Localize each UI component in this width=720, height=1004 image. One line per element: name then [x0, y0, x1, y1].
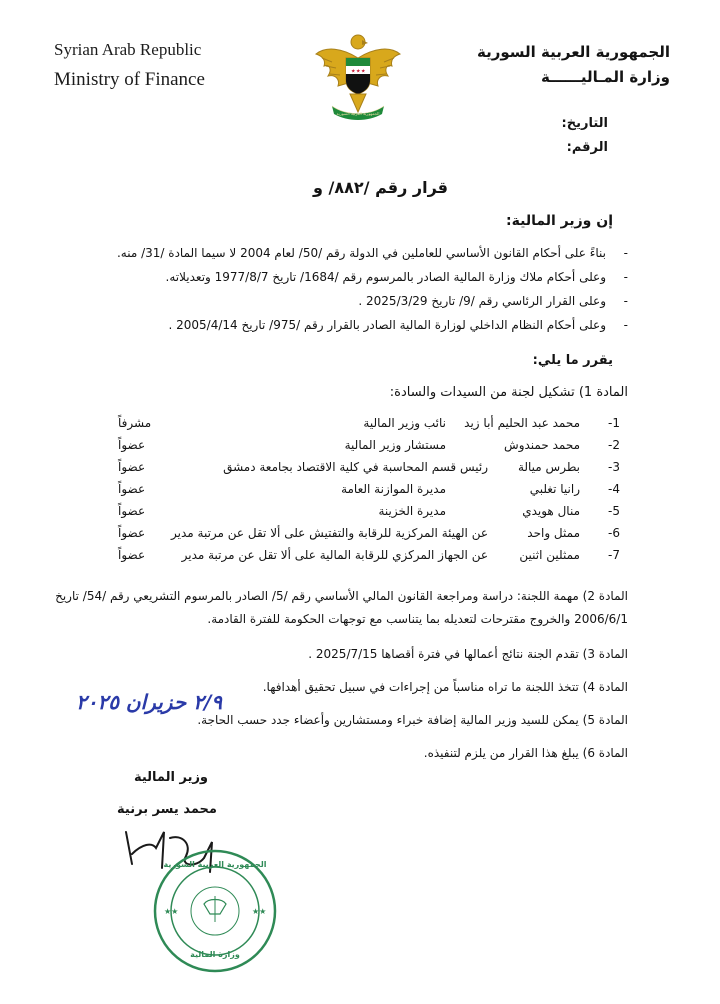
member-row [100, 460, 620, 482]
article6: المادة 6) يبلغ هذا القرار من يلزم لتنفيذه. [423, 746, 628, 760]
svg-text:★★: ★★ [252, 907, 267, 916]
header-ar-country: الجمهورية العربية السورية [477, 43, 670, 61]
signature-name: محمد يسر برنية [117, 802, 217, 817]
member-position: مديرة الخزينة [378, 504, 446, 518]
svg-text:★: ★ [361, 68, 366, 75]
member-role: مشرفاً [118, 416, 152, 430]
member-name: منال هويدي [522, 504, 580, 518]
member-number: 3- [608, 460, 620, 474]
header-ar-ministry: وزارة المـاليــــــة [540, 68, 670, 86]
member-name: رانيا تغلبي [529, 482, 580, 496]
header-en-ministry: Ministry of Finance [54, 69, 205, 90]
member-role: عضواً [118, 504, 146, 518]
article2-line2: 2006/6/1 والخروج مقترحات لتعديله بما يتناسب مع توجهات الحكومة للفترة القادمة. [207, 612, 628, 626]
member-name: ممثلين اثنين [519, 548, 580, 562]
article5: المادة 5) يمكن للسيد وزير المالية إضافة خبراء ومستشارين وأعضاء جدد حسب الحاجة. [197, 713, 628, 727]
svg-text:★★: ★★ [164, 907, 179, 916]
svg-text:★: ★ [356, 68, 361, 75]
svg-text:★: ★ [351, 68, 356, 75]
member-row [100, 504, 620, 526]
stamp-top-text: الجمهورية العربية السورية [163, 860, 267, 869]
intro-line: إن وزير المالية: [506, 213, 613, 229]
member-row [100, 416, 620, 438]
number-label: الرقم: [566, 140, 608, 155]
member-position: مستشار وزير المالية [344, 438, 446, 452]
member-position: نائب وزير المالية [363, 416, 446, 430]
member-position: رئيس قسم المحاسبة في كلية الاقتصاد بجامعة دمشق [223, 460, 488, 474]
member-role: عضواً [118, 526, 146, 540]
member-row [100, 438, 620, 460]
member-row [100, 526, 620, 548]
article1-heading: المادة 1) تشكيل لجنة من السيدات والسادة: [389, 385, 628, 400]
member-role: عضواً [118, 482, 146, 496]
member-role: عضواً [118, 438, 146, 452]
header-en-country: Syrian Arab Republic [54, 40, 202, 59]
member-number: 4- [608, 482, 620, 496]
member-name: محمد عبد الحليم أبا زيد [464, 416, 580, 430]
emblem-inscription: الجمهورية العربية السورية [336, 111, 380, 116]
member-name: محمد حمندوش [504, 438, 580, 452]
member-position: عن الهيئة المركزية للرقابة والتفتيش على ألا تقل عن مرتبة مدير [171, 526, 488, 540]
member-position: عن الجهاز المركزي للرقابة المالية على ألا تقل عن مرتبة مدير [181, 548, 488, 562]
member-name: ممثل واحد [527, 526, 580, 540]
preamble-item: - وعلى أحكام النظام الداخلي لوزارة المالية الصادر بالقرار رقم /975/ تاريخ 2005/4/14 . [168, 318, 628, 332]
member-name: بطرس ميالة [517, 460, 580, 474]
member-number: 1- [608, 416, 620, 430]
stamp-bottom-text: وزارة المالية [190, 950, 240, 959]
date-label: التاريخ: [561, 116, 608, 131]
handwritten-date: ٢/٩ حزيران ٢٠٢٥ [76, 690, 222, 714]
member-number: 6- [608, 526, 620, 540]
member-number: 7- [608, 548, 620, 562]
preamble-item: - وعلى القرار الرئاسي رقم /9/ تاريخ 2025/3/29 . [358, 294, 628, 308]
member-number: 2- [608, 438, 620, 452]
member-row [100, 548, 620, 570]
signature-title: وزير المالية [133, 770, 209, 785]
member-row [100, 482, 620, 504]
member-role: عضواً [118, 548, 146, 562]
article3: المادة 3) تقدم الجنة نتائج أعمالها في فترة أقصاها 2025/7/15 . [308, 647, 628, 661]
member-position: مديرة الموازنة العامة [341, 482, 446, 496]
article4: المادة 4) تتخذ اللجنة ما تراه مناسباً من إجراءات في سبيل تحقيق أهدافها. [262, 680, 628, 694]
members-table [100, 416, 620, 570]
article2-line1: المادة 2) مهمة اللجنة: دراسة ومراجعة القانون المالي الأساسي رقم /5/ الصادر بالمرسوم التشريعي رقم /54/ تاريخ [55, 589, 628, 603]
member-role: عضواً [118, 460, 146, 474]
preamble-list [68, 246, 628, 342]
preamble-item: - بناءً على أحكام القانون الأساسي للعاملين في الدولة رقم /50/ لعام 2004 لا سيما المادة /31/ منه. [116, 246, 628, 260]
decision-title: قرار رقم /٨٨٢/ و [313, 178, 448, 197]
preamble-item: - وعلى أحكام ملاك وزارة المالية الصادر بالمرسوم رقم /1684/ تاريخ 1977/8/7 وتعديلاته. [165, 270, 628, 284]
decides-heading: يقرر ما يلي: [532, 353, 613, 368]
member-number: 5- [608, 504, 620, 518]
